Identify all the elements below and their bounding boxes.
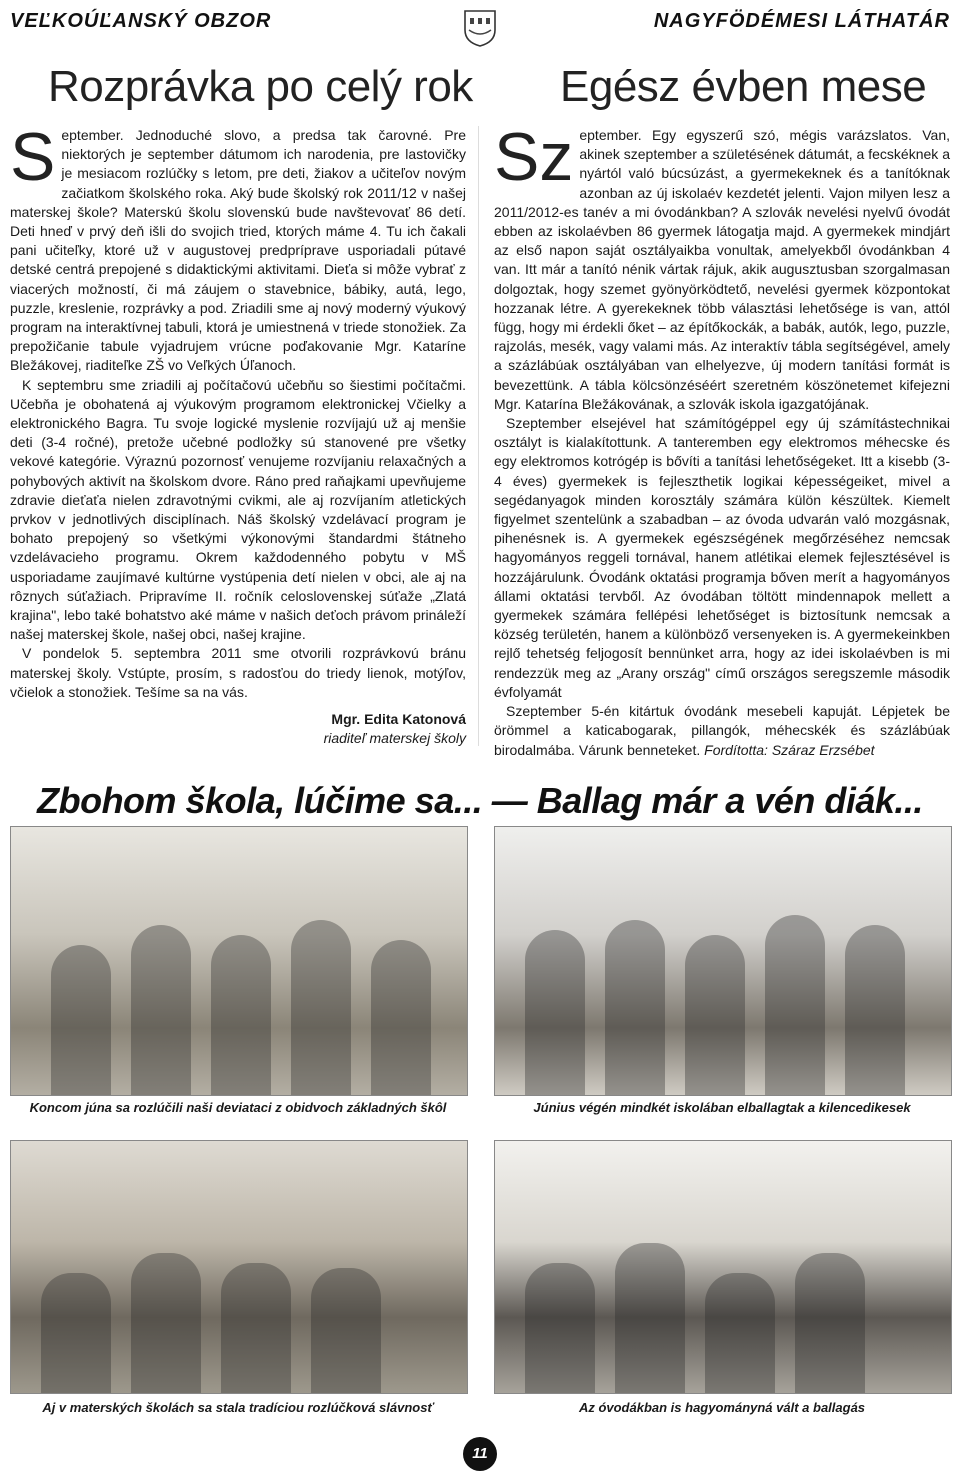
photo-kindergarten-slovak bbox=[10, 1140, 468, 1394]
left-article-title: Rozprávka po celý rok bbox=[48, 62, 473, 111]
photo-kindergarten-hungarian bbox=[494, 1140, 952, 1394]
page-number: 11 bbox=[463, 1437, 497, 1471]
photo-graduates-hungarian bbox=[494, 826, 952, 1096]
left-signature bbox=[10, 710, 466, 748]
right-paragraph-1: Sz eptember. Egy egyszerű szó, mégis varázslatos. Van, akinek szeptember a születésének dátumát, a fecskéknek a nyártól való búcsúzást, a gyermekeknek és a tanítóknak azonban az új iskolaév kezdetét jelenti. Vajon milyen lesz a 2011/2012-es tanév a mi óvodánkban? A szlovák nevelési nyelvű óvodát ebben az iskolaévben 86 gyermek látogatja majd. A gyermekek mindjárt az első napon saját osztályaikba vonultak, amelyekből óvodánkban 4 van. Itt már a tanító nénik vártak rájuk, akik augusztusban szorgalmasan dolgoztak, hogy szemet gyönyörködtető, nevelési gyermek központokat hozzanak létre. A gyerekeknek több választási lehetősége is van, attól függ, hogy mi érdekli őket – az építőkockák, a babák, autók, lego, puzzle, rajzolás, mesék, vagy valami más. Az interaktív tábla segítségével, amely a százlábúak osztályában van elhelyezve, új modern tanítási formát is bevezettünk. A tábla kölcsönzéséért szeretném köszönetemet kifejezni Mgr. Katarína Bležákovának, a szlovák iskola igazgatójának. bbox=[494, 119, 950, 412]
right-article-title: Egész évben mese bbox=[560, 62, 927, 111]
column-divider bbox=[478, 126, 479, 746]
right-paragraph-3: Szeptember 5-én kitártuk óvodánk mesebeli kapuját. Lépjetek be örömmel a katicabogarak, pillangók, méhecskék és százlábúak birodalmába. Várunk benneteket. Fordította: Száraz Erzsébet bbox=[494, 703, 950, 758]
photo-caption-3: Aj v materských školách sa stala tradíciou rozlúčková slávnosť bbox=[42, 1400, 434, 1415]
crest-icon bbox=[462, 8, 498, 48]
section-headline: Zbohom škola, lúčime sa... — Ballag már a vén diák... bbox=[37, 780, 923, 821]
photo-caption-4: Az óvodákban is hagyományná vált a ballagás bbox=[578, 1400, 866, 1415]
masthead bbox=[0, 8, 960, 42]
right-dropcap: Sz bbox=[494, 119, 574, 195]
photo-caption-1: Koncom júna sa rozlúčili naši deviataci z obidvoch základných škôl bbox=[29, 1100, 447, 1115]
right-article-body bbox=[494, 119, 950, 760]
right-paragraph-2: Szeptember elsejével hat számítógéppel egy új számítástechnikai osztályt is kialakítottunk. A tanteremben egy elektromos méhecske és egy elektromos kotrógép is bővíti a tanítási lehetőségeket. Itt a kisebb (3-4 éves) gyermekek is fejleszthetik logikai képességeiket, mivel a segédanyagok minden korosztály számára külön készültek. Kiemelt figyelmet szentelünk a szabadban – az óvoda udvarán való mozgásnak, pihenésnek is. A gyermekek egészségének megőrzéséhez nemcsak hagyományos reggeli tornával, hanem atlétikai elemek fejlesztésével is hozzájárulunk. Óvodánk oktatási programja bőven merít a hagyományos állami oktatási tervből. Az óvodában töltött mindennapok mellett a gyermekek számára fellépési lehetőséget is biztosítunk nemcsak a község területén, hanem a különböző versenyeken is. A gyermekeinkben rejlő tehetség feljogosít bennünket arra, hogy az idei iskolaévben is mi rendezzük meg az „Arany ország" című országos seregszemle második évfolyamát bbox=[494, 415, 950, 700]
photo-caption-2: Június végén mindkét iskolában elballagtak a kilencedikesek bbox=[533, 1100, 911, 1115]
left-paragraph-3: V pondelok 5. septembra 2011 sme otvorili rozprávkovú bránu materskej školy. Vstúpte, prosím, s radosťou do triedy lienok, motýľov, včielok a stonožiek. Tešíme sa na vás. bbox=[10, 645, 466, 700]
left-dropcap: S bbox=[10, 119, 56, 195]
masthead-right: NAGYFÖDÉMESI LÁTHATÁR bbox=[653, 10, 950, 32]
translator-credit: Fordította: Száraz Erzsébet bbox=[704, 741, 875, 758]
left-paragraph-1: September. Jednoduché slovo, a predsa tak čarovné. Pre niektorých je september dátumom ich narodenia, pre lastovičky je mesiacom rozlúčky s letom, pre deti, žiakov a učiteľov novým začiatkom školského roka. Aký bude školský rok 2011/12 v našej materskej škole? Materskú školu slovenskú bude navštevovať 86 detí. Deti hneď v prvý deň išli do svojich tried, ktorých máme 4. Tu ich čakali pani učiteľky, ktoré už v augustovej predpríprave usporiadali pútavé detské centrá prepojené s didaktickými aktivitami. Dieťa si môže vybrať z viacerých možností, či má záujem o stavebnice, bábiky, autá, lego, puzzle, kreslenie, rozprávky a pod. Zriadili sme aj nový moderný výukový program na interaktívnej tabuli, ktorá je umiestnená v triede stonožiek. Za prepožičanie tabule vyjadrujem vrúcne poďakovanie Mgr. Kataríne Bležákovej, riaditeľke ZŠ vo Veľkých Úľanoch. bbox=[10, 119, 466, 374]
photo-graduates-slovak bbox=[10, 826, 468, 1096]
masthead-left: VEĽKOÚĽANSKÝ OBZOR bbox=[10, 10, 272, 32]
signature-name: Mgr. Edita Katonová bbox=[331, 711, 466, 728]
signature-role: riaditeľ materskej školy bbox=[323, 730, 466, 747]
left-paragraph-2: K septembru sme zriadili aj počítačovú učebňu so šiestimi počítačmi. Učebňa je obohatená aj výukovým programom elektronickej Včielky a elektronického Bagra. Tu svoje logické myslenie rozvíjajú už aj menšie deti (3-4 ročné), pretože učebné podložky sú stanovené pre všetky vekové kategórie. Výraznú pozornosť venujeme rozvíjaniu relaxačných a pohybových aktivít na školskom dvore. Ráno pred raňajkami upevňujeme zdravie dieťaťa nielen zdravotnými cvikmi, ale aj rozvíjaním atletických prvkov v jednotlivých disciplínach. Náš školský vzdelávací program je bohato prepojený so všetkými výkonovými štandardmi štátneho vzdelávacieho programu. Okrem každodenného pobytu v MŠ usporiadame zaujímavé kultúrne vystúpenia detí nielen v obci, ale aj na rôznych súťažiach. Pripravíme II. ročník celoslovenskej súťaže „Zlatá krajina", lebo také bohatstvo aké máme v našich deťoch právom prináleží našej materskej škole, našej obci, našej krajine. bbox=[10, 376, 466, 643]
left-article-body bbox=[10, 119, 466, 749]
